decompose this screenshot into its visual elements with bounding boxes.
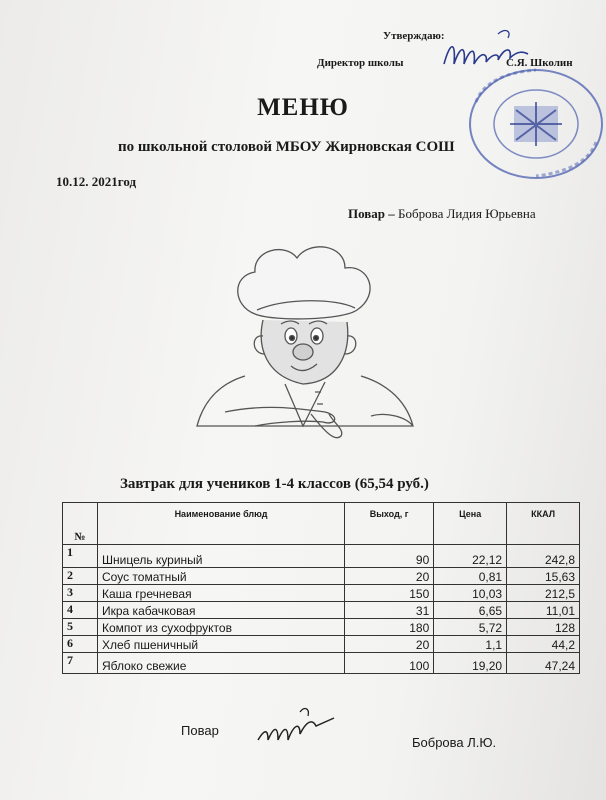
header-name: Наименование блюд: [98, 503, 345, 545]
row-price: 19,20: [434, 653, 507, 674]
approve-label: Утверждаю:: [383, 30, 445, 42]
row-output: 20: [345, 636, 434, 653]
row-kcal: 11,01: [507, 602, 580, 619]
row-num: 1: [63, 545, 98, 568]
row-output: 100: [345, 653, 434, 674]
section-caption: Завтрак для учеников 1-4 классов (65,54 руб.): [120, 476, 429, 492]
footer-cook-label: Повар: [181, 723, 219, 738]
menu-table: [62, 502, 580, 674]
row-output: 150: [345, 585, 434, 602]
header-price: Цена: [434, 503, 507, 545]
row-price: 5,72: [434, 619, 507, 636]
row-price: 10,03: [434, 585, 507, 602]
header-kcal: ККАЛ: [507, 503, 580, 545]
row-output: 180: [345, 619, 434, 636]
cook-signature: [254, 700, 338, 750]
row-output: 20: [345, 568, 434, 585]
table-header-row: [63, 503, 580, 545]
table-row: [63, 619, 580, 636]
row-price: 0,81: [434, 568, 507, 585]
row-num: 6: [63, 636, 98, 653]
row-kcal: 15,63: [507, 568, 580, 585]
cook-label: Повар –: [348, 206, 395, 221]
header-output: Выход, г: [345, 503, 434, 545]
row-num: 2: [63, 568, 98, 585]
row-num: 3: [63, 585, 98, 602]
menu-date: 10.12. 2021год: [56, 174, 137, 189]
footer-cook-name: Боброва Л.Ю.: [412, 735, 497, 750]
row-name: Соус томатный: [98, 568, 345, 585]
row-price: 22,12: [434, 545, 507, 568]
row-output: 90: [345, 545, 434, 568]
row-name: Шницель куриный: [98, 545, 345, 568]
row-kcal: 44,2: [507, 636, 580, 653]
row-name: Хлеб пшеничный: [98, 636, 345, 653]
row-kcal: 212,5: [507, 585, 580, 602]
cook-name: Боброва Лидия Юрьевна: [398, 206, 536, 221]
table-row: [63, 653, 580, 674]
row-kcal: 47,24: [507, 653, 580, 674]
page-title: МЕНЮ: [257, 94, 349, 121]
director-label: Директор школы: [317, 57, 404, 69]
table-row: [63, 602, 580, 619]
row-num: 4: [63, 602, 98, 619]
table-row: [63, 636, 580, 653]
row-num: 7: [63, 653, 98, 674]
table-row: [63, 568, 580, 585]
chef-illustration: [185, 236, 425, 446]
table-row: [63, 585, 580, 602]
cook-line: [348, 206, 536, 222]
table-row: [63, 545, 580, 568]
director-name: С.Я. Школин: [506, 57, 573, 69]
row-output: 31: [345, 602, 434, 619]
menu-subtitle: по школьной столовой МБОУ Жирновская СОШ: [118, 139, 455, 155]
row-kcal: 242,8: [507, 545, 580, 568]
row-name: Каша гречневая: [98, 585, 345, 602]
row-num: 5: [63, 619, 98, 636]
row-price: 6,65: [434, 602, 507, 619]
row-price: 1,1: [434, 636, 507, 653]
row-name: Икра кабачковая: [98, 602, 345, 619]
row-name: Компот из сухофруктов: [98, 619, 345, 636]
row-name: Яблоко свежие: [98, 653, 345, 674]
row-kcal: 128: [507, 619, 580, 636]
header-num: №: [63, 503, 98, 545]
